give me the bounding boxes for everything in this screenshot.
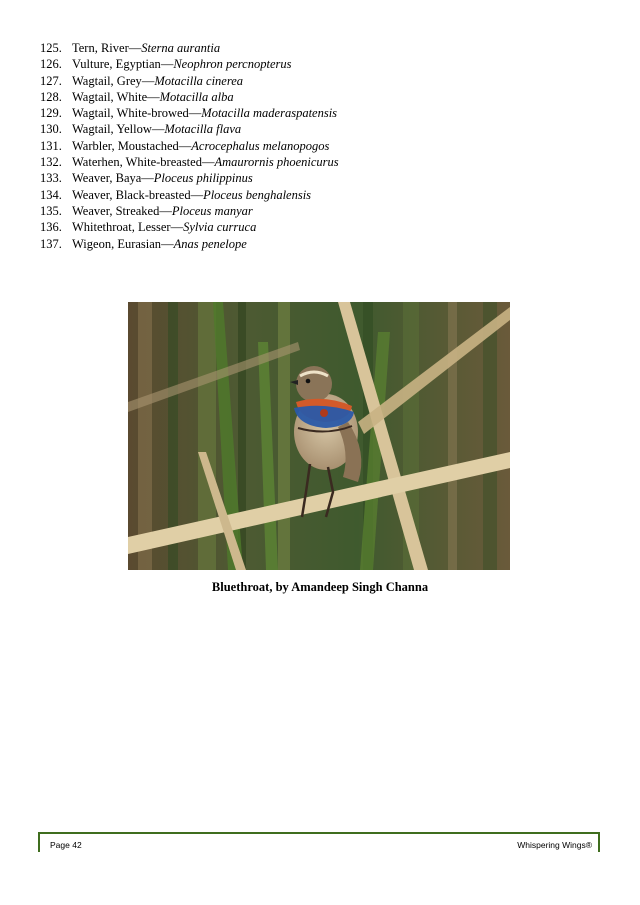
species-item — [40, 219, 339, 235]
species-item — [40, 236, 339, 252]
name-separator: — — [151, 122, 165, 137]
species-number: 133. — [40, 171, 62, 186]
species-number: 130. — [40, 122, 62, 137]
photo-caption: Bluethroat, by Amandeep Singh Channa — [211, 580, 429, 594]
species-scientific-name: Sylvia curruca — [183, 220, 257, 235]
species-scientific-name: Motacilla flava — [164, 122, 242, 137]
species-item — [40, 89, 339, 105]
name-separator: — — [178, 138, 192, 153]
species-list — [40, 40, 339, 252]
species-common-name: Whitethroat, Lesser — [72, 220, 171, 235]
name-separator: — — [128, 41, 142, 55]
species-number: 129. — [40, 106, 62, 121]
name-separator: — — [188, 106, 202, 121]
species-item — [40, 121, 339, 137]
species-common-name: Weaver, Baya — [72, 171, 142, 186]
species-item — [40, 170, 339, 186]
species-common-name: Wagtail, Grey — [72, 73, 142, 88]
species-item — [40, 138, 339, 154]
species-number: 128. — [40, 89, 62, 104]
species-number: 132. — [40, 155, 62, 170]
species-scientific-name: Motacilla cinerea — [154, 73, 244, 88]
species-item — [40, 40, 339, 56]
species-item — [40, 105, 339, 121]
species-common-name: Waterhen, White-breasted — [72, 155, 202, 170]
species-item — [40, 73, 339, 89]
species-scientific-name: Ploceus manyar — [171, 203, 253, 218]
species-scientific-name: Anas penelope — [173, 236, 247, 251]
species-number: 125. — [40, 41, 62, 55]
name-separator: — — [141, 171, 154, 186]
species-scientific-name: Acrocephalus melanopogos — [191, 138, 330, 153]
species-number: 126. — [40, 57, 62, 72]
species-item — [40, 187, 339, 203]
species-number: 131. — [40, 138, 62, 153]
species-common-name: Tern, River — [72, 41, 129, 55]
species-common-name: Wagtail, White-browed — [72, 106, 189, 121]
species-scientific-name: Neophron percnopterus — [173, 57, 292, 72]
species-number: 134. — [40, 187, 62, 202]
name-separator: — — [159, 203, 172, 218]
name-separator: — — [147, 89, 160, 104]
name-separator: — — [201, 155, 215, 170]
name-separator: — — [160, 57, 174, 72]
species-common-name: Weaver, Black-breasted — [72, 187, 191, 202]
species-number: 137. — [40, 236, 62, 251]
species-item — [40, 203, 339, 219]
species-scientific-name: Ploceus benghalensis — [203, 187, 312, 202]
name-separator: — — [170, 220, 184, 235]
species-scientific-name: Ploceus philippinus — [153, 171, 253, 186]
species-number: 135. — [40, 203, 62, 218]
species-scientific-name: Sterna aurantia — [141, 41, 221, 55]
page-number: Page 42 — [50, 840, 82, 850]
species-scientific-name: Motacilla maderaspatensis — [201, 106, 338, 121]
name-separator: — — [161, 236, 174, 251]
species-number: 127. — [40, 73, 62, 88]
publication-title: Whispering Wings® — [517, 840, 592, 850]
species-common-name: Weaver, Streaked — [72, 203, 160, 218]
name-separator: — — [190, 187, 204, 202]
species-item — [40, 56, 339, 72]
species-scientific-name: Amaurornis phoenicurus — [214, 155, 339, 170]
species-common-name: Warbler, Moustached — [72, 138, 179, 153]
species-item — [40, 154, 339, 170]
species-common-name: Wagtail, Yellow — [72, 122, 152, 137]
species-common-name: Wagtail, White — [72, 89, 148, 104]
species-common-name: Wigeon, Eurasian — [72, 236, 162, 251]
species-common-name: Vulture, Egyptian — [72, 57, 161, 72]
species-number: 136. — [40, 220, 62, 235]
name-separator: — — [141, 73, 155, 88]
page-footer — [38, 832, 600, 852]
species-scientific-name: Motacilla alba — [159, 89, 234, 104]
bluethroat-photo — [128, 302, 510, 570]
